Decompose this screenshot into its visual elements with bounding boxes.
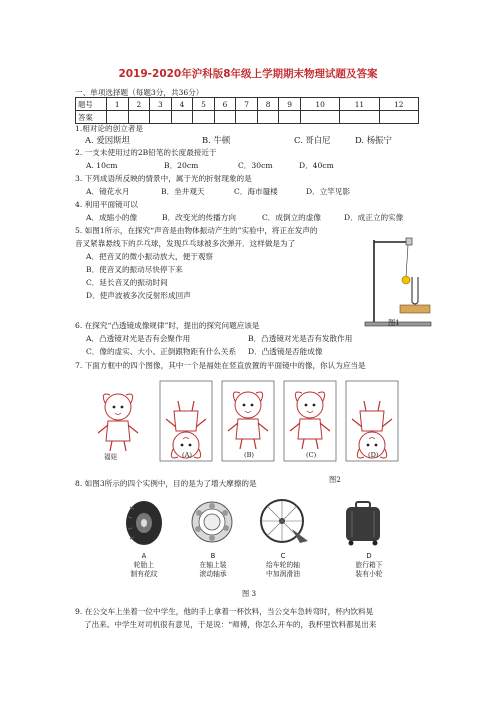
q8-item-d-label: D 旅行箱下 装有小轮 xyxy=(355,552,383,578)
q7-label-b: (B) xyxy=(244,451,254,459)
q3-stem: 3. 下列成语所反映的情景中，属于光的折射现象的是 xyxy=(75,174,252,183)
q1-option-c: C. 哥白尼 xyxy=(294,135,331,145)
q2-option-a: A. 10cm xyxy=(86,161,118,170)
q3-option-c: C．海市蜃楼 xyxy=(234,187,278,196)
answer-cell[interactable] xyxy=(193,111,215,124)
answer-cell[interactable] xyxy=(340,111,379,124)
q5-option-a: A．把音叉的微小振动放大，便于观察 xyxy=(86,252,213,261)
q3-option-b: B．坐井观天 xyxy=(161,187,205,196)
answer-cell[interactable] xyxy=(128,111,150,124)
table-header-cell: 题号 xyxy=(76,98,107,111)
answer-cell[interactable] xyxy=(171,111,193,124)
q4-option-c: C．成倒立的虚像 xyxy=(262,213,321,222)
figure-2-caption: 图2 xyxy=(329,475,341,484)
q4-option-d: D．成正立的实像 xyxy=(344,213,404,222)
q3-option-d: D．立竿见影 xyxy=(306,187,351,196)
table-cell: 12 xyxy=(379,98,418,111)
table-cell: 4 xyxy=(171,98,193,111)
mascot-original xyxy=(98,394,138,451)
q6-option-a: A．凸透镜对光是否有会聚作用 xyxy=(86,334,191,343)
q2-option-c: C．30cm xyxy=(238,161,273,170)
q6-option-c: C．像的虚实、大小、正倒跟物距有什么关系 xyxy=(86,347,237,356)
q4-option-b: B．改变光的传播方向 xyxy=(162,213,236,222)
page-title: 2019-2020年沪科版8年级上学期期末物理试题及答案 xyxy=(118,68,378,80)
q5-option-c: C．延长音叉的振动时间 xyxy=(86,278,168,287)
answer-cell[interactable] xyxy=(107,111,129,124)
answer-cell[interactable] xyxy=(236,111,258,124)
table-header-cell: 答案 xyxy=(76,111,107,124)
table-row xyxy=(76,111,419,124)
q5-line1: 5. 如图1所示，在探究“声音是由物体振动产生的”实验中，将正在发声的 xyxy=(75,226,318,235)
q6-option-d: D．凸透镜是否能成像 xyxy=(248,347,323,356)
q2-option-b: B．20cm xyxy=(164,161,199,170)
table-cell: 5 xyxy=(193,98,215,111)
figure-3-images xyxy=(120,497,390,547)
answer-cell[interactable] xyxy=(150,111,172,124)
figure-1-tuning-fork-apparatus xyxy=(362,232,432,332)
table-cell: 9 xyxy=(279,98,301,111)
q2-stem: 2. 一支未使用过的2B铅笔的长度最接近于 xyxy=(75,148,217,157)
table-cell: 6 xyxy=(214,98,236,111)
q5-line2: 音叉紧靠悬线下的乒乓球，发现乒乓球被多次弹开．这样做是为了 xyxy=(75,239,296,248)
q3-option-a: A．镜花水月 xyxy=(86,187,130,196)
answer-table xyxy=(75,97,419,124)
q7-stem: 7. 下面方框中的四个图像，其中一个是福娃在竖直放置的平面镜中的像，你认为应当是 xyxy=(75,361,366,370)
q6-option-b: B．凸透镜对光是否有发散作用 xyxy=(248,334,353,343)
suitcase-icon xyxy=(346,502,380,546)
tire-icon xyxy=(126,501,162,545)
q5-option-b: B．使音叉的振动尽快停下来 xyxy=(86,265,183,274)
q1-option-a: A. 爱因斯坦 xyxy=(85,135,130,145)
figure-1-caption: 图1 xyxy=(388,318,400,327)
q1-option-d: D. 杨振宁 xyxy=(355,135,392,145)
answer-cell[interactable] xyxy=(300,111,339,124)
table-cell: 1 xyxy=(107,98,129,111)
table-cell: 3 xyxy=(150,98,172,111)
q9-line1: 9. 在公交车上坐着一位中学生，他的手上拿着一杯饮料，当公交车急转弯时，杯内饮料晃 xyxy=(75,607,374,616)
q9-line2: 了出来。中学生对司机很有意见，于是说：“师傅，你怎么开车的，我杯里饮料都晃出来 xyxy=(84,620,377,629)
figure-3-caption: 图 3 xyxy=(242,589,257,598)
q7-label-a: (A) xyxy=(182,451,192,459)
q8-stem: 8. 如图3所示的四个实例中，目的是为了增大摩擦的是 xyxy=(75,479,257,488)
wheel-oil-icon xyxy=(261,500,308,543)
answer-cell[interactable] xyxy=(257,111,279,124)
q1-option-b: B. 牛顿 xyxy=(202,135,231,145)
table-cell: 2 xyxy=(128,98,150,111)
q4-stem: 4. 利用平面镜可以 xyxy=(75,200,138,209)
q4-option-a: A．成缩小的像 xyxy=(86,213,138,222)
table-cell: 10 xyxy=(300,98,339,111)
table-cell: 11 xyxy=(340,98,379,111)
q8-item-b-label: B 在轴上装 滚动轴承 xyxy=(199,552,227,578)
table-cell: 7 xyxy=(236,98,258,111)
bearing-icon xyxy=(192,502,232,542)
q1-stem: 1.相对论的创立者是 xyxy=(75,124,143,133)
section-heading: 一、单项选择题（每题3分，共36分） xyxy=(75,88,204,97)
q8-item-c-label: C 给车轮的轴 中加润滑油 xyxy=(266,552,300,578)
q6-stem: 6. 在探究“凸透镜成像规律”时，提出的探究问题应该是 xyxy=(75,321,260,330)
table-row xyxy=(76,98,419,111)
q8-item-a-label: A 轮胎上 制有花纹 xyxy=(130,552,158,578)
table-cell: 8 xyxy=(257,98,279,111)
answer-cell[interactable] xyxy=(214,111,236,124)
answer-cell[interactable] xyxy=(279,111,301,124)
answer-cell[interactable] xyxy=(379,111,418,124)
q7-label-original: 福娃 xyxy=(104,453,118,461)
q7-label-c: (C) xyxy=(306,451,317,459)
q2-option-d: D．40cm xyxy=(299,161,334,170)
q7-label-d: (D) xyxy=(368,451,379,459)
q5-option-d: D．使声波被多次反射形成回声 xyxy=(86,291,191,300)
